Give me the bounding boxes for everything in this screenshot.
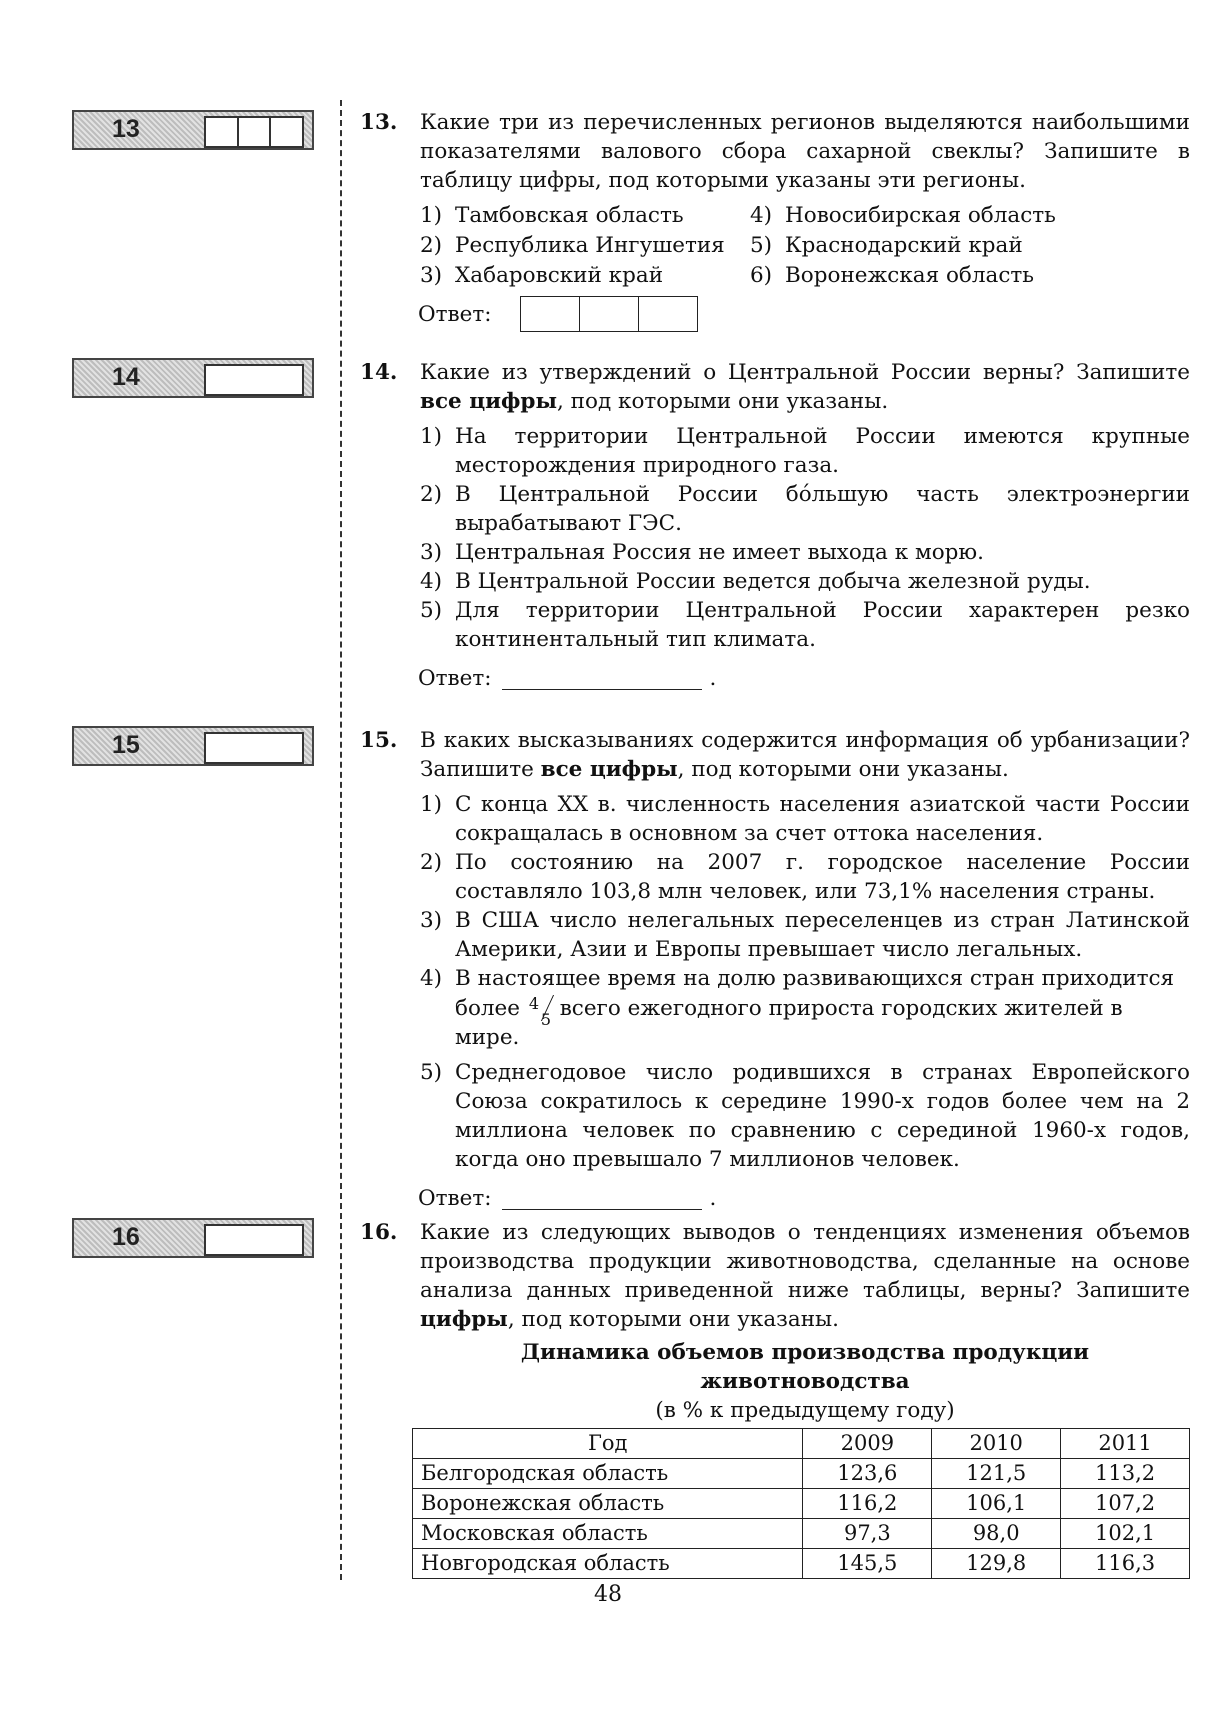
marker-number: 16 — [112, 1223, 140, 1251]
question-number: 14. — [360, 360, 398, 385]
marker-number: 14 — [112, 363, 140, 391]
answer-marker-15 — [72, 726, 314, 766]
question-15 — [360, 726, 1190, 1213]
marker-cells — [204, 116, 304, 148]
option: 5) Для территории Центральной России характерен резко континентальный тип климата. — [420, 598, 1190, 652]
question-number: 13. — [360, 110, 398, 135]
answer-row: Ответ: . — [418, 666, 717, 691]
question-number: 15. — [360, 728, 398, 753]
table-row: Московская область 97,3 98,0 102,1 — [413, 1519, 1190, 1549]
page-number: 48 — [594, 1582, 622, 1607]
option: 1) Тамбовская область — [420, 203, 684, 228]
marker-cells — [204, 732, 304, 764]
question-text: Какие из следующих выводов о тенденциях изменения объемов производства продукции животноводства, сделанные на основе анализа данных приведенной ниже таблицы, верны? Запишите цифры, под которыми они указаны. — [420, 1220, 1190, 1332]
answer-line[interactable] — [502, 667, 702, 690]
question-16 — [360, 1218, 1190, 1579]
option: 6) Воронежская область — [750, 263, 1034, 288]
options-list — [420, 201, 1190, 290]
option: 2) Республика Ингушетия — [420, 233, 725, 258]
answer-row — [418, 296, 1190, 332]
answer-label: Ответ: — [418, 666, 492, 691]
question-number: 16. — [360, 1220, 398, 1245]
fraction: 4 5 — [527, 993, 553, 1023]
table-subtitle: (в % к предыдущему году) — [655, 1398, 955, 1423]
answer-label: Ответ: — [418, 1186, 492, 1211]
question-text: Какие из утверждений о Центральной России верны? Запишите все цифры, под которыми они указаны. — [420, 360, 1190, 414]
option: 1) С конца XX в. численность населения азиатской части России сокращалась в основном за счет оттока населения. — [420, 792, 1190, 846]
option: 3) Хабаровский край — [420, 263, 664, 288]
answer-label: Ответ: — [418, 301, 492, 327]
table-row: Воронежская область 116,2 106,1 107,2 — [413, 1489, 1190, 1519]
option: 1) На территории Центральной России имеются крупные месторождения природного газа. — [420, 424, 1190, 478]
option: 5) Краснодарский край — [750, 233, 1023, 258]
marker-cells — [204, 364, 304, 396]
answer-boxes[interactable] — [520, 296, 698, 332]
answer-row: Ответ: . — [418, 1186, 717, 1211]
question-13 — [360, 108, 1190, 332]
answer-marker-16 — [72, 1218, 314, 1258]
option: 2) По состоянию на 2007 г. городское население России составляло 103,8 млн человек, или 73,1% населения страны. — [420, 850, 1190, 904]
table-title: Динамика объемов производства продукции животноводства — [520, 1340, 1090, 1394]
option: 5) Среднегодовое число родившихся в странах Европейского Союза сократилось к середине 1990-х годов более чем на 2 миллиона человек по сравнению с серединой 1960-х годов, когда оно превышало 7 миллионов человек. — [420, 1060, 1190, 1172]
question-text: В каких высказываниях содержится информация об урбанизации? Запишите все цифры, под которыми они указаны. — [420, 728, 1190, 782]
option: 2) В Центральной России бо́льшую часть электроэнергии вырабатывают ГЭС. — [420, 482, 1190, 536]
question-14 — [360, 358, 1190, 693]
cut-line — [340, 100, 342, 1580]
option: 4) Новосибирская область — [750, 203, 1056, 228]
option: 4) В настоящее время на долю развивающихся стран приходится более 4 5 всего ежегодного прироста городских жителей в мире. — [420, 966, 1175, 1050]
data-table — [412, 1428, 1190, 1579]
table-row: Белгородская область 123,6 121,5 113,2 — [413, 1459, 1190, 1489]
options-list — [420, 790, 1190, 1174]
answer-marker-14 — [72, 358, 314, 398]
answer-marker-13 — [72, 110, 314, 150]
option: 3) В США число нелегальных переселенцев из стран Латинской Америки, Азии и Европы превышает число легальных. — [420, 908, 1190, 962]
answer-line[interactable] — [502, 1187, 702, 1210]
question-text: Какие три из перечисленных регионов выделяются наибольшими показателями валового сбора сахарной свеклы? Запишите в таблицу цифры, под которыми указаны эти регионы. — [420, 110, 1190, 193]
option: 4) В Центральной России ведется добыча железной руды. — [420, 569, 1091, 594]
marker-number: 13 — [112, 115, 140, 143]
options-list — [420, 422, 1190, 654]
table-row: Новгородская область 145,5 129,8 116,3 — [413, 1549, 1190, 1579]
marker-cells — [204, 1224, 304, 1256]
table-header-row: Год 2009 2010 2011 — [413, 1429, 1190, 1459]
option: 3) Центральная Россия не имеет выхода к морю. — [420, 540, 984, 565]
marker-number: 15 — [112, 731, 140, 759]
